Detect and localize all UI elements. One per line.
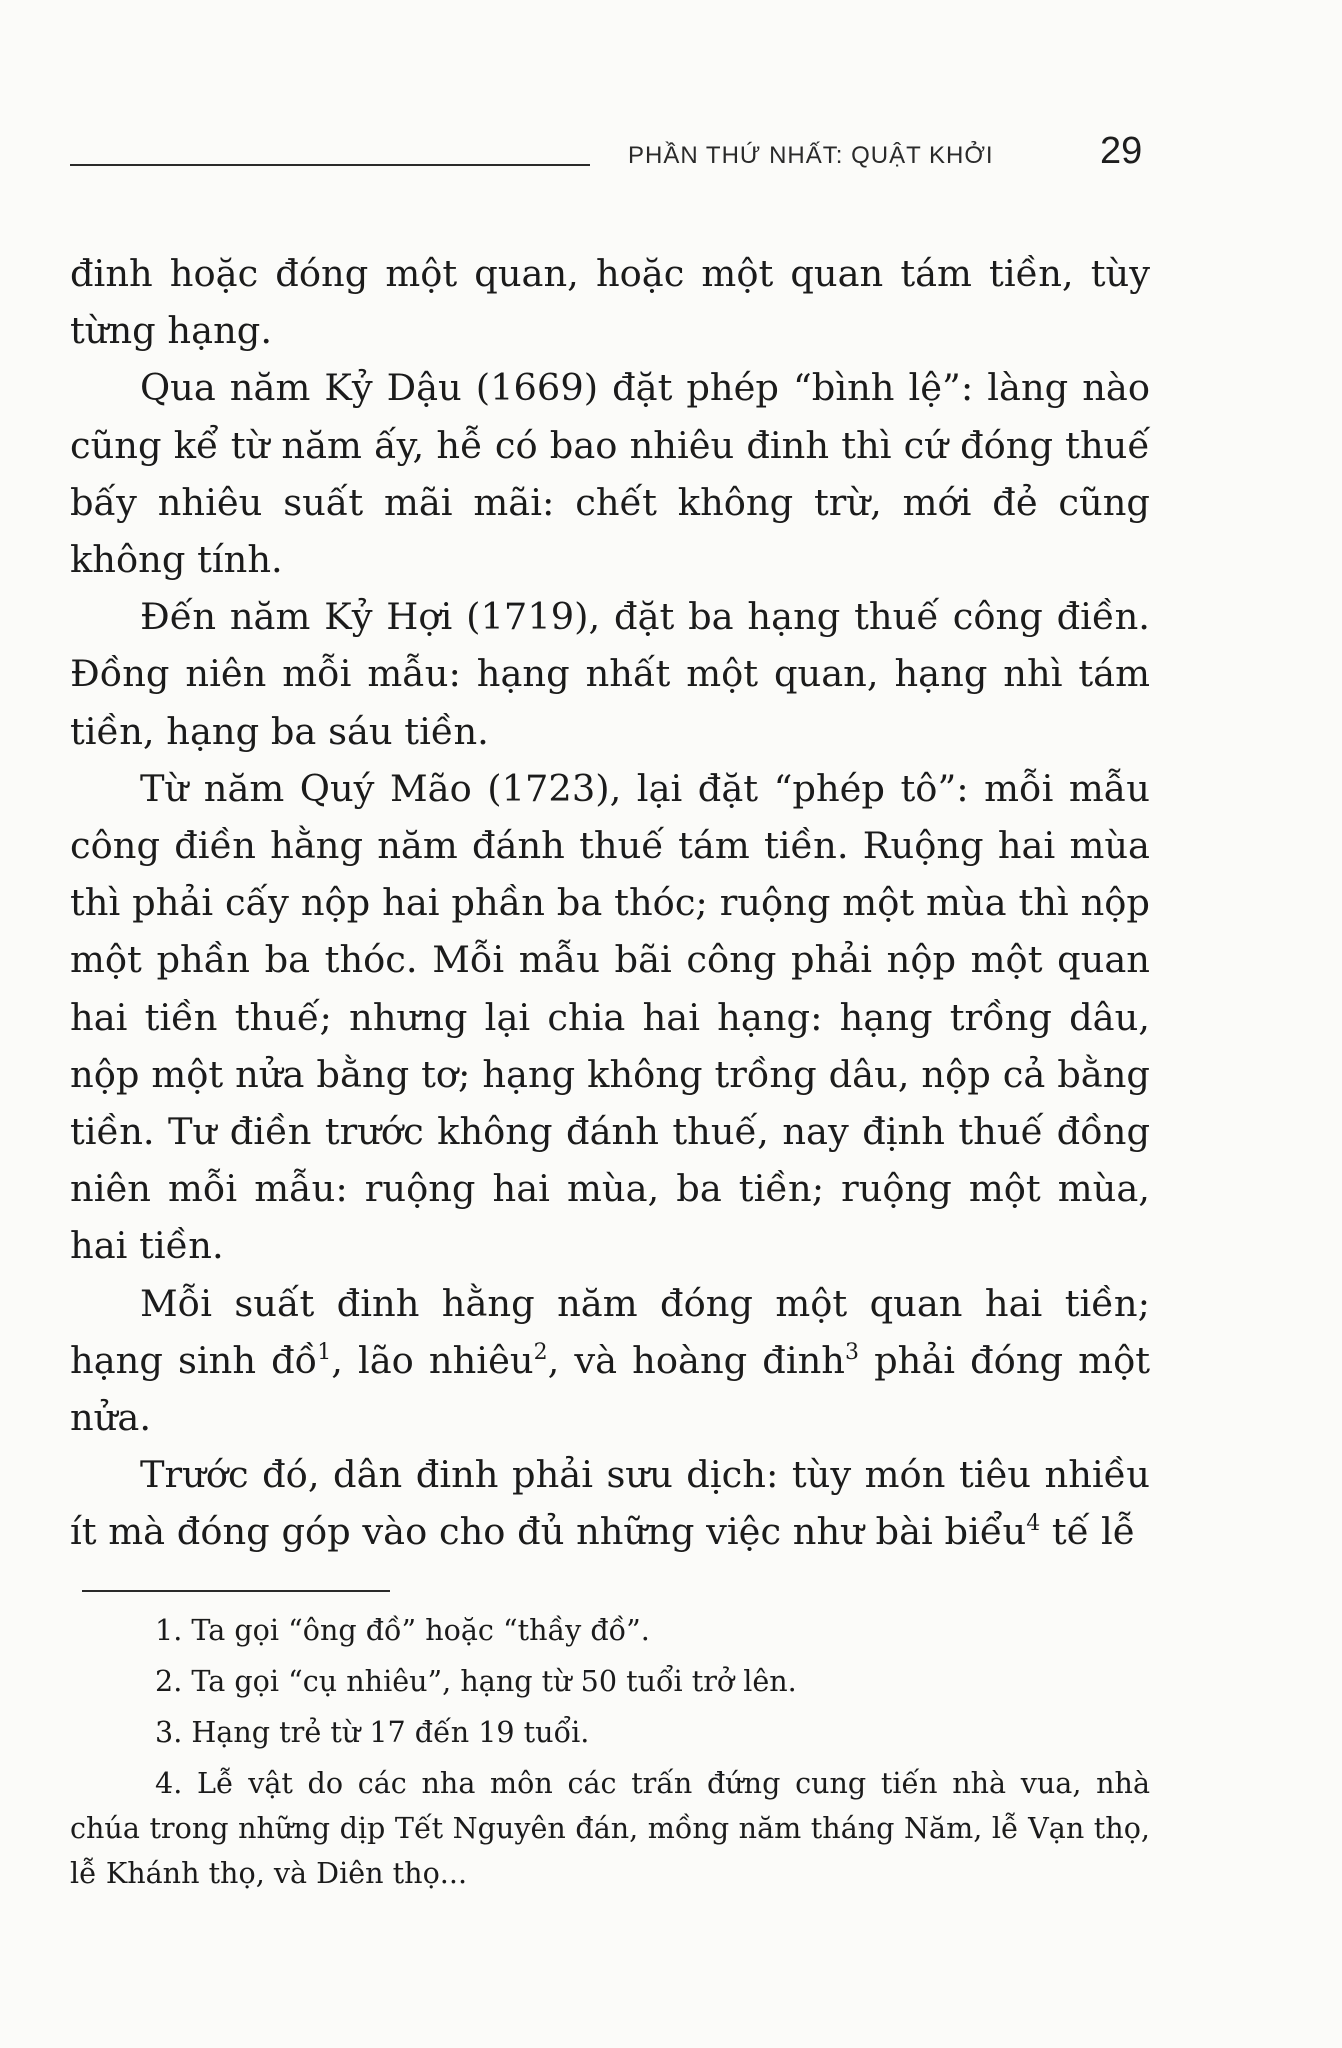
page-number: 29 [1100, 130, 1143, 172]
paragraph-text: Đến năm Kỷ Hợi (1719), đặt ba hạng thuế công điền. Đồng niên mỗi mẫu: hạng nhất một quan, hạng nhì tám tiền, hạng ba sáu tiền. [70, 595, 1150, 753]
footnote-1: 1. Ta gọi “ông đồ” hoặc “thầy đồ”. [155, 1613, 650, 1647]
footnotes [70, 1608, 1150, 1902]
running-title: PHẦN THỨ NHẤT: QUẬT KHỞI [628, 142, 994, 169]
paragraph-continued [70, 245, 1150, 359]
paragraph-text: phải đóng một nửa. [70, 1338, 1151, 1440]
paragraph-text: , và hoàng đinh [547, 1338, 845, 1382]
footnote-2: 2. Ta gọi “cụ nhiêu”, hạng từ 50 tuổi trở lên. [155, 1664, 797, 1698]
footnote-mark[interactable]: 1 [317, 1339, 332, 1365]
paragraph-text: Trước đó, dân đinh phải sưu dịch: tùy món tiêu nhiều ít mà đóng góp vào cho đủ những việc như bài biểu [70, 1453, 1150, 1554]
paragraph-text: Qua năm Kỷ Dậu (1669) đặt phép “bình lệ”: làng nào cũng kể từ năm ấy, hễ có bao nhiêu đinh thì cứ đóng thuế bấy nhiêu suất mãi mãi: chết không trừ, mới đẻ cũng không tính. [70, 366, 1150, 582]
paragraph-quy-mao [70, 760, 1150, 1275]
body-text [70, 245, 1150, 1561]
paragraph-text: đinh hoặc đóng một quan, hoặc một quan tám tiền, tùy từng hạng. [70, 252, 1150, 353]
footnote-mark[interactable]: 4 [1026, 1511, 1041, 1537]
paragraph-text: Mỗi suất đinh hằng năm đóng một quan hai tiền; hạng sinh đồ [70, 1281, 1150, 1382]
paragraph-text: , lão nhiêu [331, 1338, 534, 1382]
paragraph-ky-hoi [70, 588, 1150, 760]
footnote-mark[interactable]: 2 [533, 1339, 548, 1365]
paragraph-binh-le [70, 359, 1150, 588]
paragraph-text: tế lễ [1040, 1510, 1136, 1554]
header-rule [70, 164, 590, 166]
footnote-4: 4. Lễ vật do các nha môn các trấn đứng cung tiến nhà vua, nhà chúa trong những dịp Tết Nguyên đán, mồng năm tháng Năm, lễ Vạn thọ, lễ Khánh thọ, và Diên thọ... [70, 1766, 1150, 1890]
paragraph-suat-dinh [70, 1275, 1150, 1447]
footnote-mark[interactable]: 3 [845, 1339, 859, 1365]
paragraph-text: Từ năm Quý Mão (1723), lại đặt “phép tô”: mỗi mẫu công điền hằng năm đánh thuế tám tiền. Ruộng hai mùa thì phải cấy nộp hai phần ba thóc; ruộng một mùa thì nộp một phần ba thóc. Mỗi mẫu bãi công phải nộp một quan hai tiền thuế; nhưng lại chia hai hạng: hạng trồng dâu, nộp một nửa bằng tơ; hạng không trồng dâu, nộp cả bằng tiền. Tư điền trước không đánh thuế, nay định thuế đồng niên mỗi mẫu: ruộng hai mùa, ba tiền; ruộng một mùa, hai tiền. [70, 766, 1150, 1268]
running-header [70, 130, 1150, 180]
footnote-3: 3. Hạng trẻ từ 17 đến 19 tuổi. [155, 1715, 590, 1749]
paragraph-suu-dich [70, 1446, 1150, 1560]
footnote-separator [82, 1590, 390, 1592]
